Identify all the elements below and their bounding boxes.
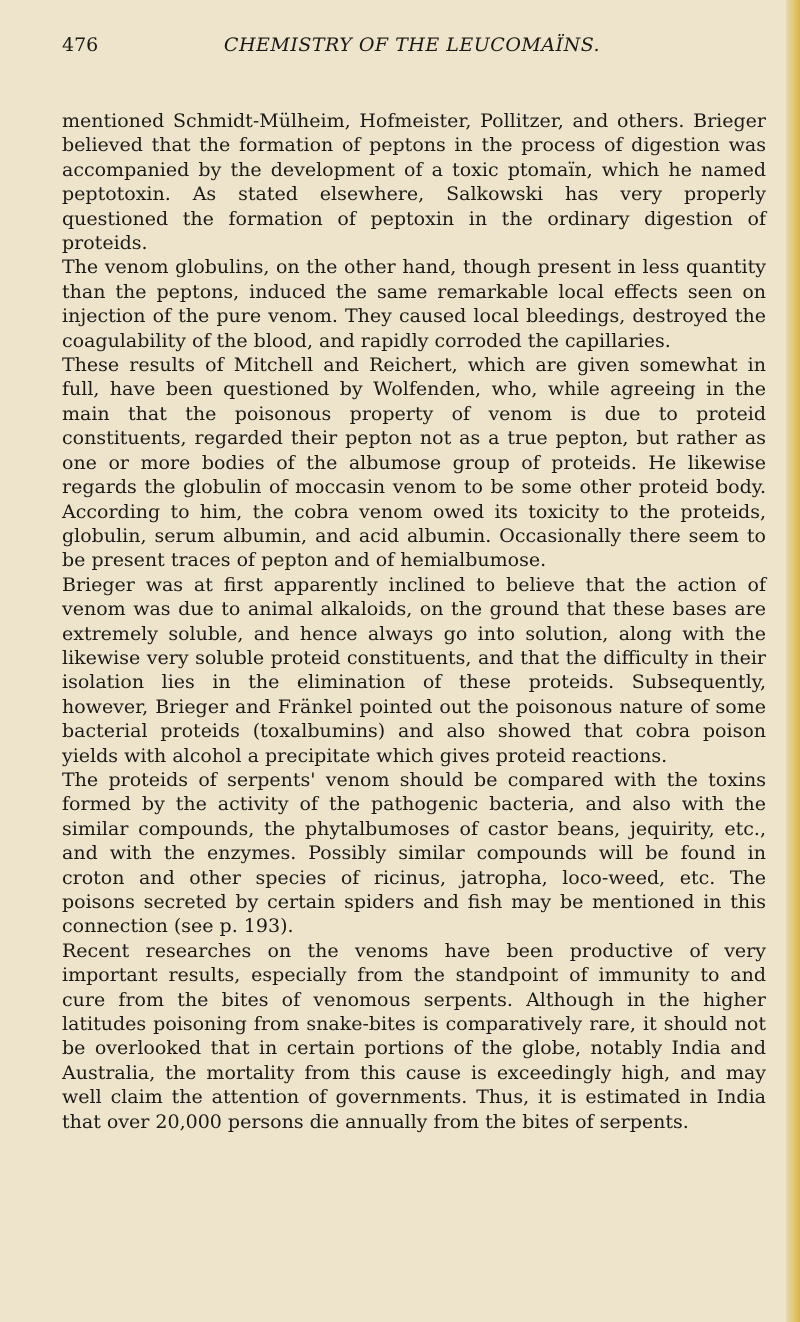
paragraph: mentioned Schmidt-Mülheim, Hofmeister, Pollitzer, and others. Brieger believed that the formation of peptons in the process of digestion was accompanied by the development of a toxic ptomaïn, which he named peptotoxin. As stated elsewhere, Salkowski has very properly questioned the formation of peptoxin in the ordinary digestion of proteids. [62, 110, 766, 255]
paragraph: Recent researches on the venoms have been productive of very important results, especially from the standpoint of immunity to and cure from the bites of venomous serpents. Although in the higher latitudes poisoning from snake-bites is comparatively rare, it should not be overlooked that in certain portions of the globe, notably India and Australia, the mortality from this cause is exceedingly high, and may well claim the attention of governments. Thus, it is estimated in India that over 20,000 persons die annually from the bites of serpents. [62, 939, 766, 1133]
paragraph: The proteids of serpents' venom should be compared with the toxins formed by the activity of the pathogenic bacteria, and also with the similar compounds, the phytalbumoses of castor beans, jequirity, etc., and with the enzymes. Possibly similar compounds will be found in croton and other species of ricinus, jatropha, loco-weed, etc. The poisons secreted by certain spiders and fish may be mentioned in this connection (see p. 193). [62, 768, 766, 938]
page-edge [786, 0, 800, 1322]
running-title: CHEMISTRY OF THE LEUCOMAÏNS. [223, 34, 601, 56]
page-number: 476 [62, 34, 99, 56]
body-text [62, 109, 766, 1134]
paragraph: These results of Mitchell and Reichert, which are given somewhat in full, have been questioned by Wolfenden, who, while agreeing in the main that the poisonous property of venom is due to proteid constituents, regarded their pepton not as a true pepton, but rather as one or more bodies of the albumose group of proteids. He likewise regards the globulin of moccasin venom to be some other proteid body. According to him, the cobra venom owed its toxicity to the proteids, globulin, serum albumin, and acid albumin. Occasionally there seem to be present traces of pepton and of hemialbumose. [62, 354, 766, 572]
page-header [62, 30, 762, 60]
paragraph: The venom globulins, on the other hand, though present in less quantity than the peptons, induced the same remarkable local effects seen on injection of the pure venom. They caused local bleedings, destroyed the coagulability of the blood, and rapidly corroded the capillaries. [62, 256, 766, 352]
paragraph: Brieger was at first apparently inclined to believe that the action of venom was due to animal alkaloids, on the ground that these bases are extremely soluble, and hence always go into solution, along with the likewise very soluble proteid constituents, and that the difficulty in their isolation lies in the elimination of these proteids. Subsequently, however, Brieger and Fränkel pointed out the poisonous nature of some bacterial proteids (toxalbumins) and also showed that cobra poison yields with alcohol a precipitate which gives proteid reactions. [62, 573, 766, 767]
